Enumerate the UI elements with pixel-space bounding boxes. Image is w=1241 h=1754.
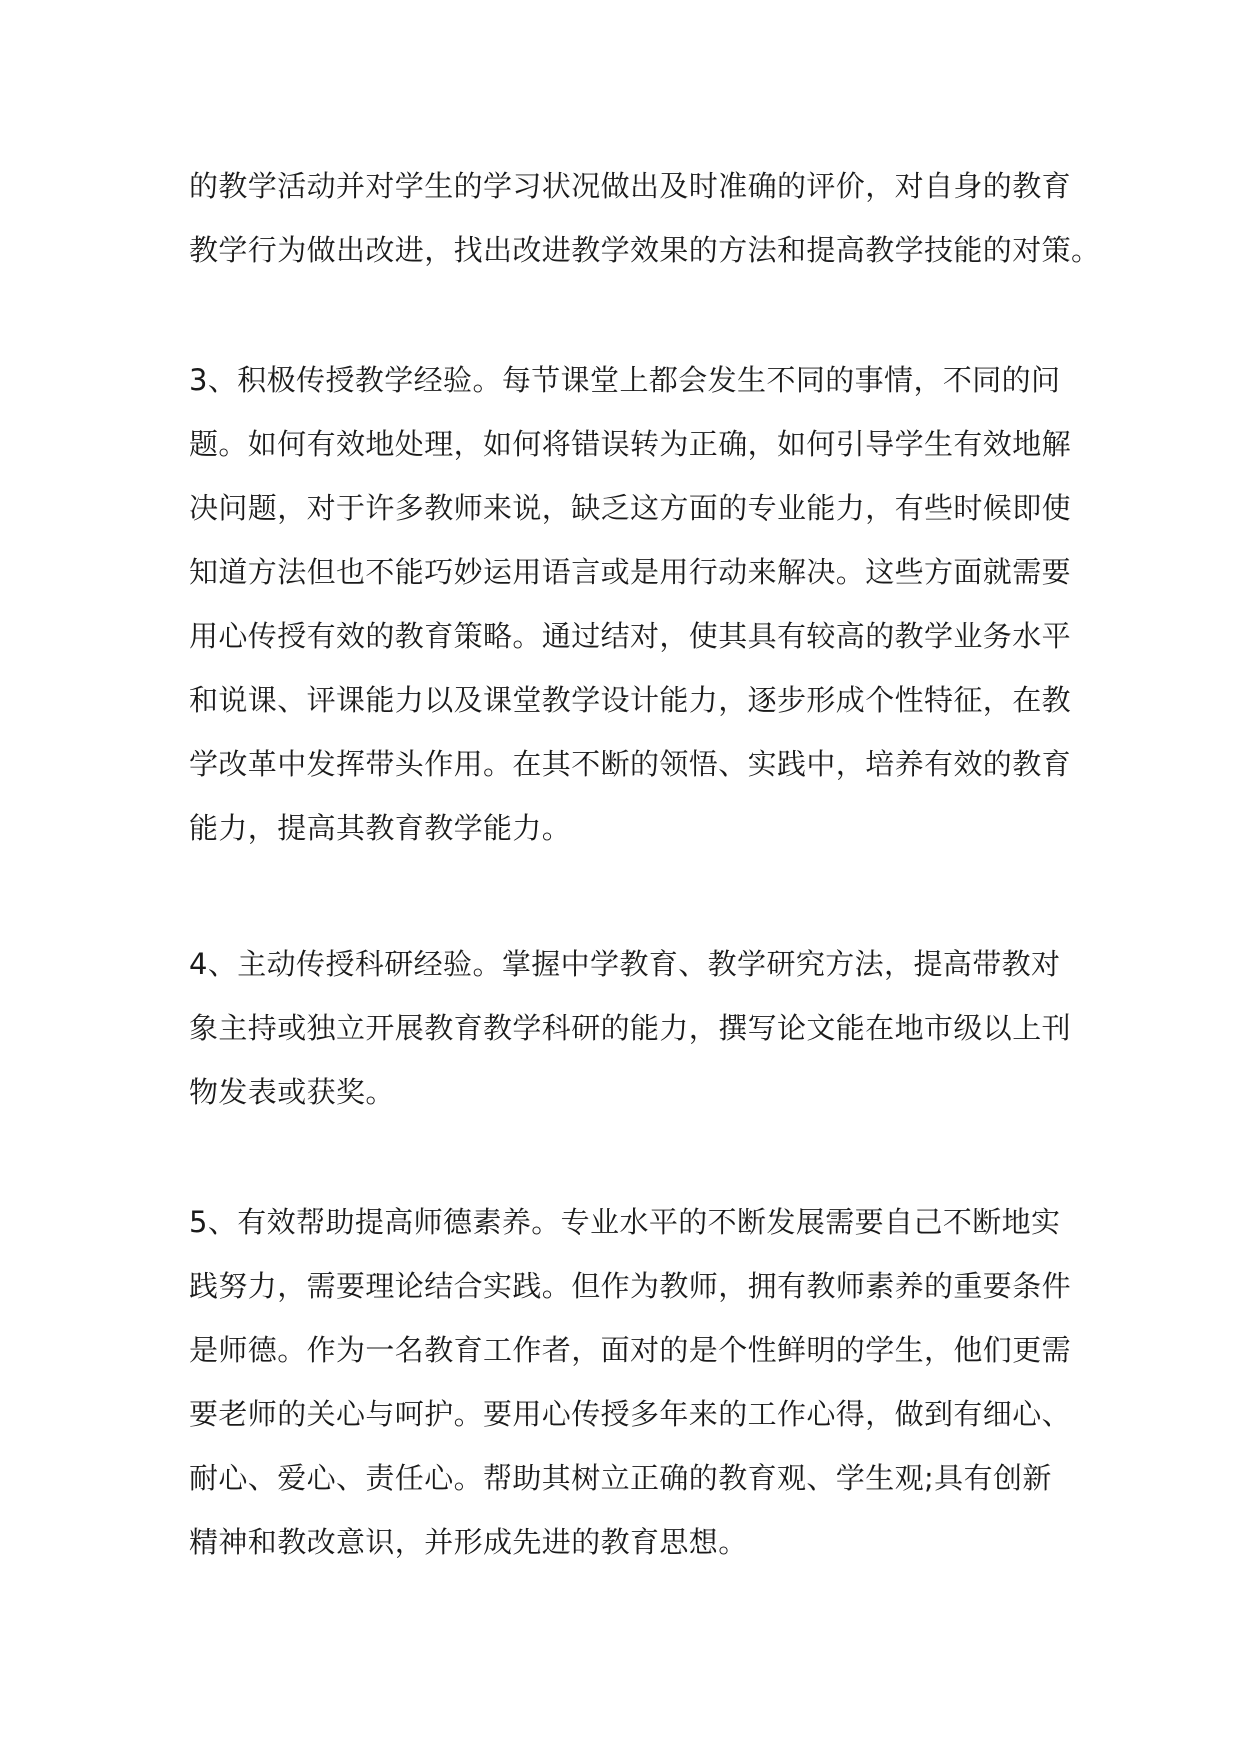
paragraph-continuation (189, 154, 1101, 282)
text-line: 教学行为做出改进，找出改进教学效果的方法和提高教学技能的对策。 (189, 233, 1101, 267)
text-line: 3、积极传授教学经验。每节课堂上都会发生不同的事情，不同的问 (189, 363, 1061, 397)
text-line: 象主持或独立开展教育教学科研的能力，撰写论文能在地市级以上刊 (189, 1011, 1072, 1045)
text-line: 物发表或获奖。 (189, 1075, 395, 1109)
text-line: 能力，提高其教育教学能力。 (189, 811, 572, 845)
text-line: 学改革中发挥带头作用。在其不断的领悟、实践中，培养有效的教育 (189, 747, 1072, 781)
text-line: 精神和教改意识，并形成先进的教育思想。 (189, 1525, 748, 1559)
text-line: 耐心、爱心、责任心。帮助其树立正确的教育观、学生观;具有创新 (189, 1461, 1052, 1495)
text-line: 用心传授有效的教育策略。通过结对，使其具有较高的教学业务水平 (189, 619, 1072, 653)
text-line: 4、主动传授科研经验。掌握中学教育、教学研究方法，提高带教对 (189, 947, 1061, 981)
text-line: 践努力，需要理论结合实践。但作为教师，拥有教师素养的重要条件 (189, 1269, 1072, 1303)
text-line: 5、有效帮助提高师德素养。专业水平的不断发展需要自己不断地实 (189, 1205, 1061, 1239)
text-line: 决问题，对于许多教师来说，缺乏这方面的专业能力，有些时候即使 (189, 491, 1072, 525)
text-line: 的教学活动并对学生的学习状况做出及时准确的评价，对自身的教育 (189, 169, 1072, 203)
paragraph-item-5 (189, 1190, 1072, 1574)
text-line: 题。如何有效地处理，如何将错误转为正确，如何引导学生有效地解 (189, 427, 1072, 461)
text-line: 要老师的关心与呵护。要用心传授多年来的工作心得，做到有细心、 (189, 1397, 1072, 1431)
paragraph-item-3 (189, 348, 1072, 860)
text-line: 知道方法但也不能巧妙运用语言或是用行动来解决。这些方面就需要 (189, 555, 1072, 589)
paragraph-item-4 (189, 932, 1072, 1124)
text-line: 和说课、评课能力以及课堂教学设计能力，逐步形成个性特征，在教 (189, 683, 1072, 717)
text-line: 是师德。作为一名教育工作者，面对的是个性鲜明的学生，他们更需 (189, 1333, 1072, 1367)
